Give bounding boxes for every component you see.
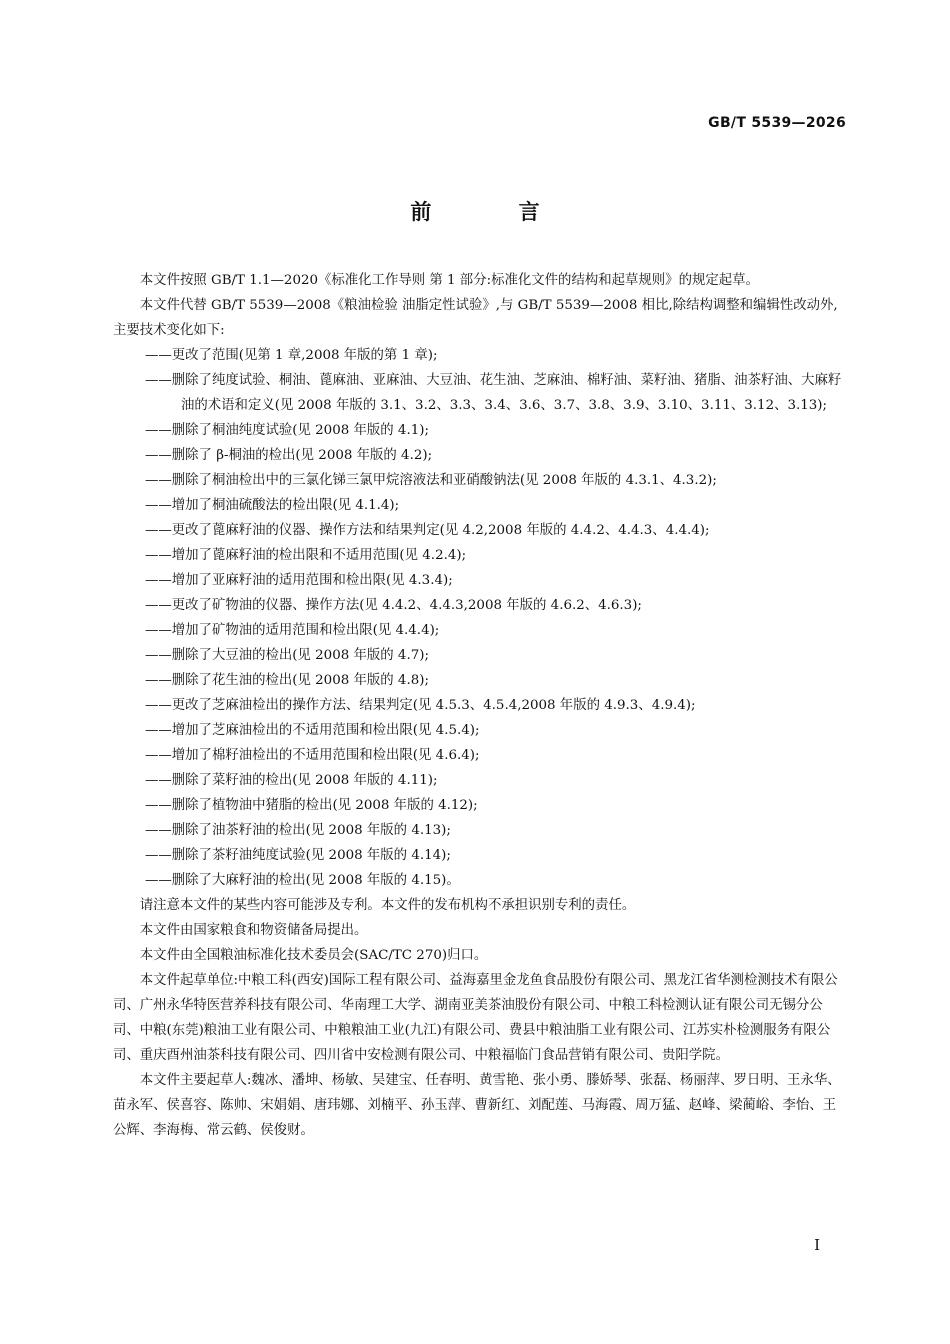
paragraph-drafters: 本文件主要起草人:魏冰、潘坤、杨敏、吴建宝、任春明、黄雪艳、张小勇、滕娇琴、张磊、杨丽萍、罗日明、王永华、苗永军、侯喜容、陈帅、宋娟娟、唐玮娜、刘楠平、孙玉萍、曹新红、刘配莲、马海霞、周万猛、赵峰、梁蔺峪、李怡、王公辉、李海梅、常云鹤、侯俊财。 xyxy=(113,1073,841,1138)
change-item: ——删除了纯度试验、桐油、蓖麻油、亚麻油、大豆油、花生油、芝麻油、棉籽油、菜籽油、猪脂、油茶籽油、大麻籽油的术语和定义(见 2008 年版的 3.1、3.2、3.3、3.4、3.6、3.7、3.8、3.9、3.10、3.11、3.12、3.13); xyxy=(145,373,842,413)
page-title: 前 言 xyxy=(410,200,580,224)
change-item: ——增加了桐油硫酸法的检出限(见 4.1.4); xyxy=(145,498,400,513)
change-item: ——删除了大豆油的检出(见 2008 年版的 4.7); xyxy=(145,648,429,663)
change-item: ——更改了矿物油的仪器、操作方法(见 4.4.2、4.4.3,2008 年版的 4.6.2、4.6.3); xyxy=(145,598,642,613)
paragraph-proposer: 本文件由国家粮食和物资储备局提出。 xyxy=(139,923,368,938)
change-item: ——增加了亚麻籽油的适用范围和检出限(见 4.3.4); xyxy=(145,573,453,588)
change-item: ——删除了菜籽油的检出(见 2008 年版的 4.11); xyxy=(145,773,438,788)
foreword-body xyxy=(113,268,849,1143)
change-item: ——增加了矿物油的适用范围和检出限(见 4.4.4); xyxy=(145,623,440,638)
change-item: ——删除了 β-桐油的检出(见 2008 年版的 4.2); xyxy=(145,448,433,463)
paragraph-drafting-rules: 本文件按照 GB/T 1.1—2020《标准化工作导则 第 1 部分:标准化文件的结构和起草规则》的规定起草。 xyxy=(139,273,759,288)
change-item: ——删除了花生油的检出(见 2008 年版的 4.8); xyxy=(145,673,429,688)
change-item: ——更改了芝麻油检出的操作方法、结果判定(见 4.5.3、4.5.4,2008 年版的 4.9.3、4.9.4); xyxy=(145,698,696,713)
change-item: ——增加了棉籽油检出的不适用范围和检出限(见 4.6.4); xyxy=(145,748,480,763)
change-item: ——删除了大麻籽油的检出(见 2008 年版的 4.15)。 xyxy=(145,873,460,888)
change-item: ——增加了蓖麻籽油的检出限和不适用范围(见 4.2.4); xyxy=(145,548,467,563)
paragraph-replacement: 本文件代替 GB/T 5539—2008《粮油检验 油脂定性试验》,与 GB/T 5539—2008 相比,除结构调整和编辑性改动外,主要技术变化如下: xyxy=(113,298,838,338)
change-item: ——删除了茶籽油纯度试验(见 2008 年版的 4.14); xyxy=(145,848,451,863)
change-item: ——删除了桐油纯度试验(见 2008 年版的 4.1); xyxy=(145,423,429,438)
page-number: I xyxy=(814,1236,820,1254)
paragraph-drafting-units: 本文件起草单位:中粮工科(西安)国际工程有限公司、益海嘉里金龙鱼食品股份有限公司、黑龙江省华测检测技术有限公司、广州永华特医营养科技有限公司、华南理工大学、湖南亚美茶油股份有限公司、中粮工科检测认证有限公司无锡分公司、中粮(东莞)粮油工业有限公司、中粮粮油工业(九江)有限公司、费县中粮油脂工业有限公司、江苏实朴检测服务有限公司、重庆酉州油茶科技有限公司、四川省中安检测有限公司、中粮福临门食品营销有限公司、贵阳学院。 xyxy=(113,973,838,1063)
change-item: ——删除了油茶籽油的检出(见 2008 年版的 4.13); xyxy=(145,823,451,838)
change-item: ——更改了蓖麻籽油的仪器、操作方法和结果判定(见 4.2,2008 年版的 4.4.2、4.4.3、4.4.4); xyxy=(145,523,710,538)
standard-code: GB/T 5539—2026 xyxy=(708,115,846,131)
change-item: ——删除了桐油检出中的三氯化锑三氯甲烷溶液法和亚硝酸钠法(见 2008 年版的 4.3.1、4.3.2); xyxy=(145,473,717,488)
change-item: ——更改了范围(见第 1 章,2008 年版的第 1 章); xyxy=(145,348,438,363)
paragraph-patent-notice: 请注意本文件的某些内容可能涉及专利。本文件的发布机构不承担识别专利的责任。 xyxy=(139,898,636,913)
change-item: ——删除了植物油中猪脂的检出(见 2008 年版的 4.12); xyxy=(145,798,478,813)
paragraph-committee: 本文件由全国粮油标准化技术委员会(SAC/TC 270)归口。 xyxy=(139,948,488,963)
change-item: ——增加了芝麻油检出的不适用范围和检出限(见 4.5.4); xyxy=(145,723,480,738)
